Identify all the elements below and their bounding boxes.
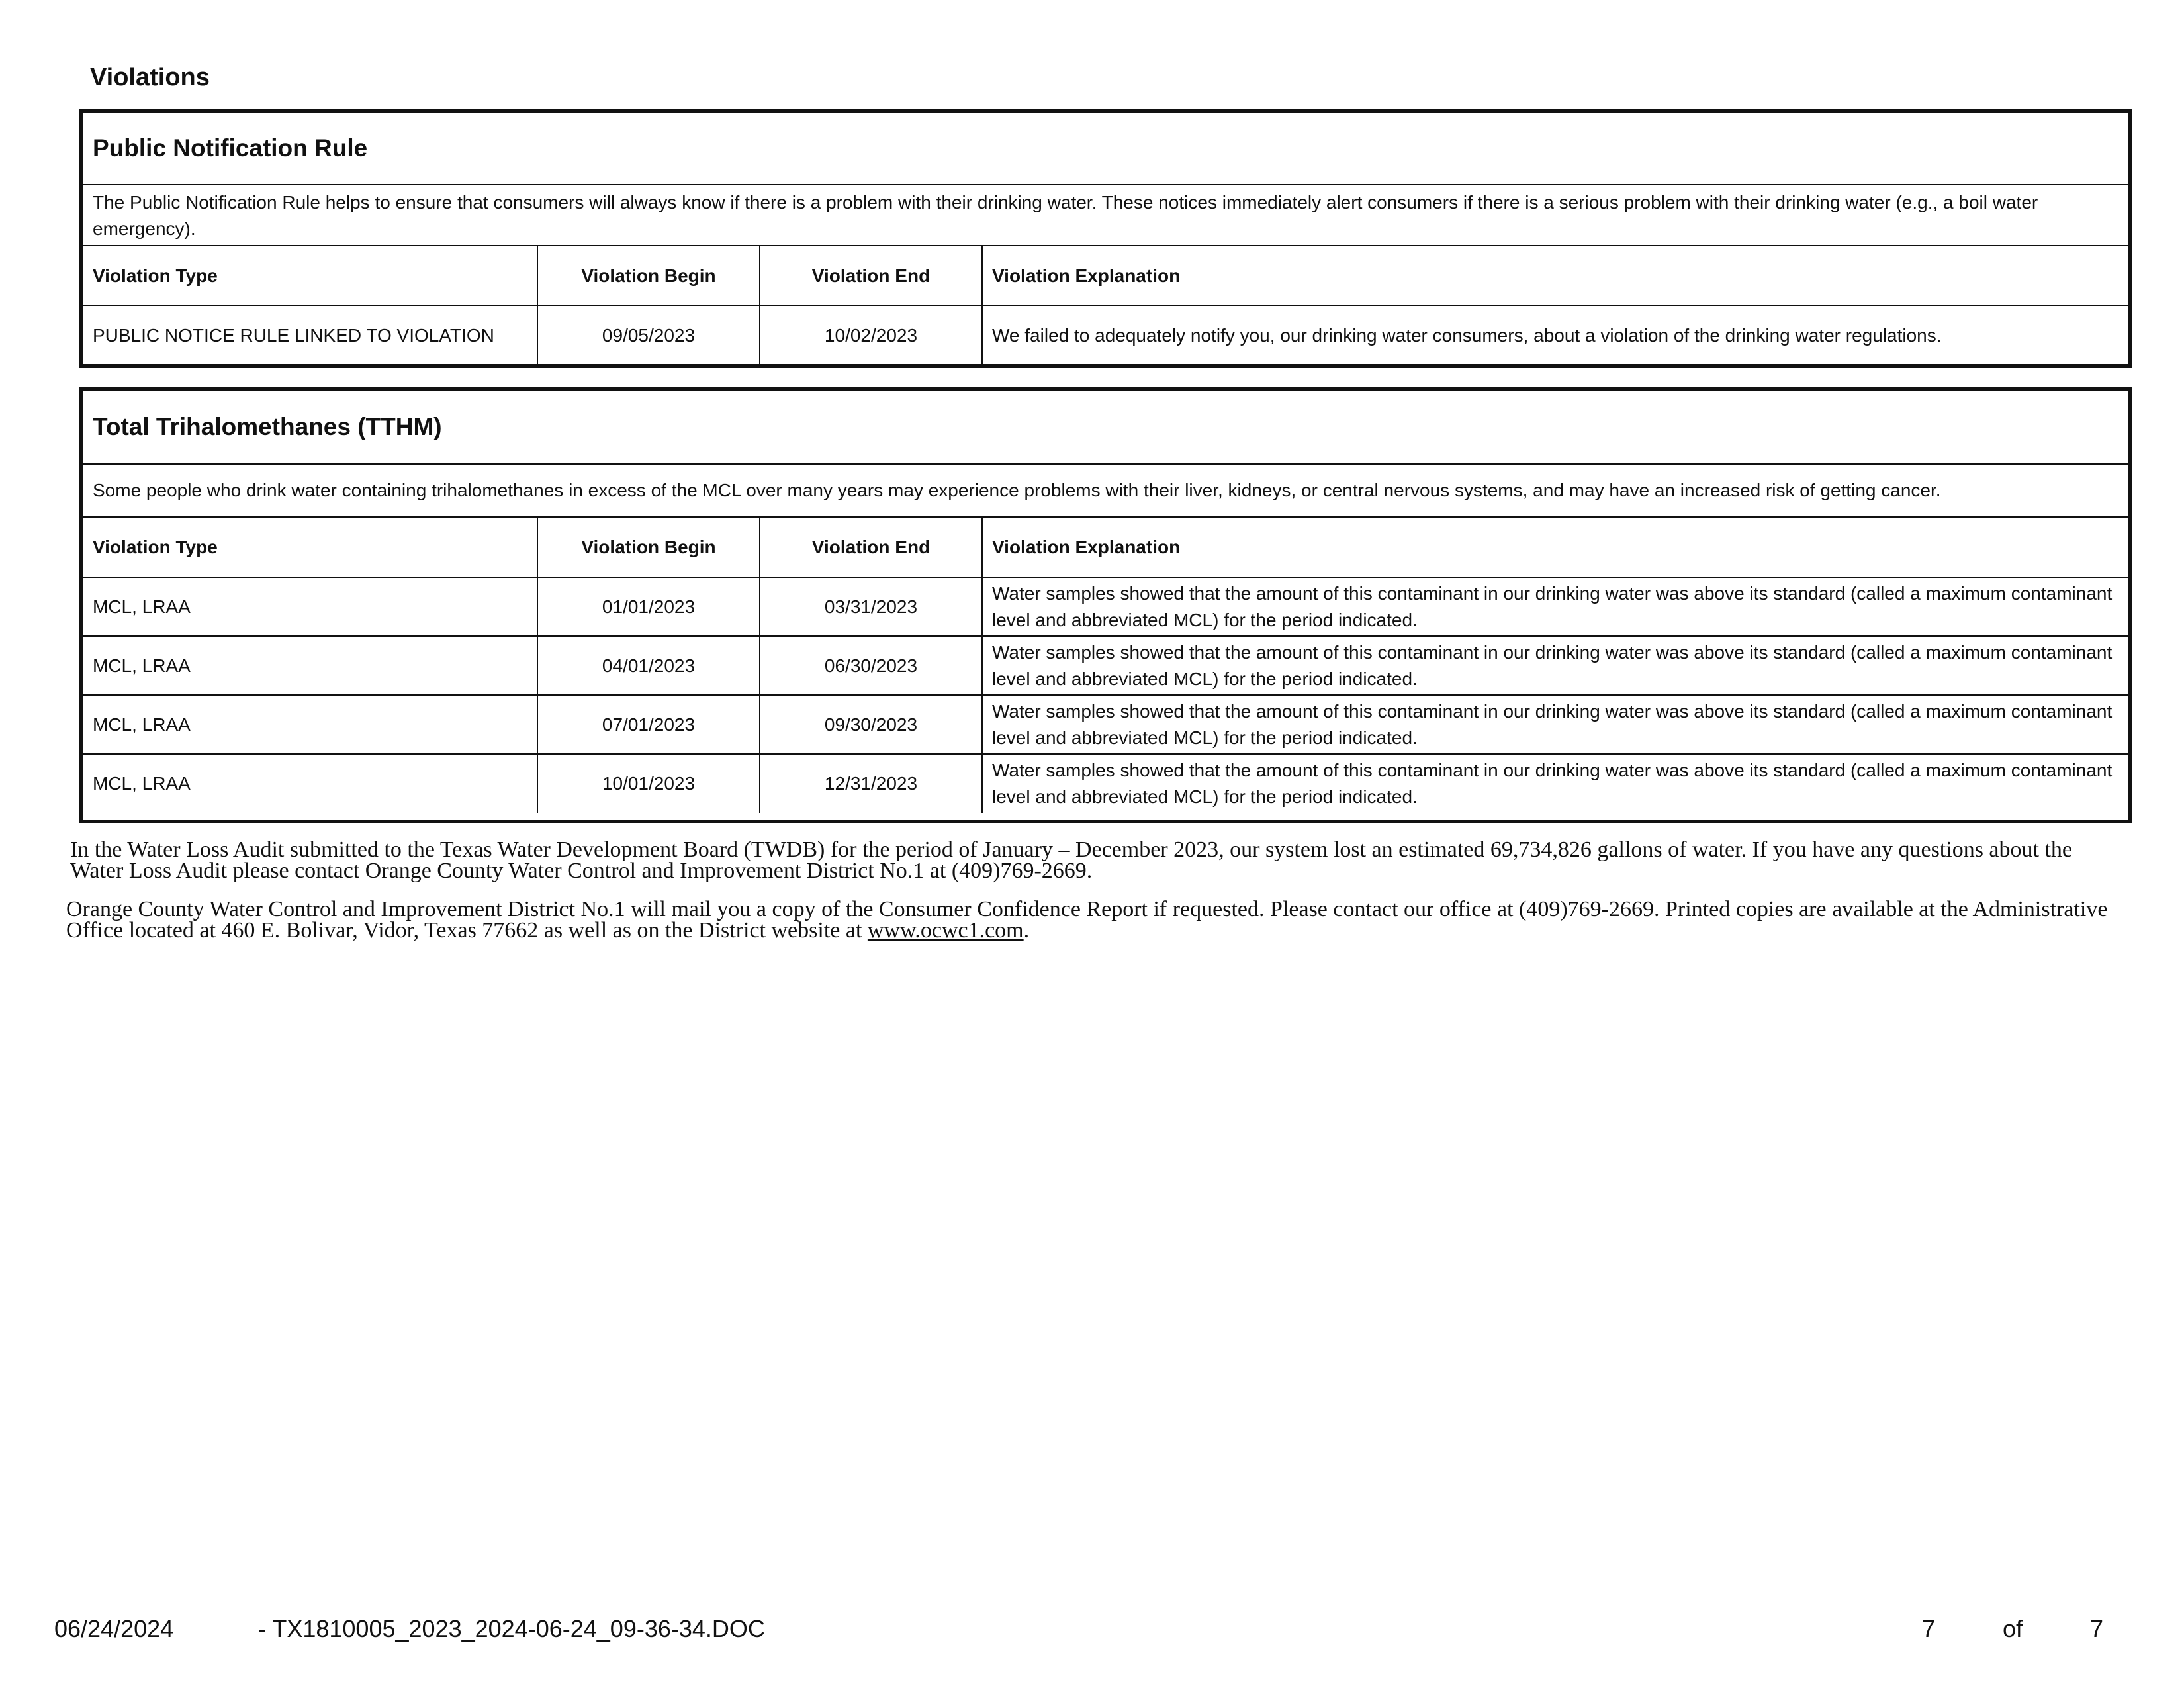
violation-type-cell: PUBLIC NOTICE RULE LINKED TO VIOLATION — [83, 306, 537, 364]
violation-type-cell: MCL, LRAA — [83, 695, 537, 754]
violation-explanation-cell: Water samples showed that the amount of this contaminant in our drinking water was above its standard (called a maximum contaminant level and abbreviated MCL) for the period indicated. — [992, 760, 2113, 807]
header-violation-begin: Violation Begin — [537, 246, 760, 306]
header-violation-end: Violation End — [760, 246, 982, 306]
header-violation-explanation: Violation Explanation — [982, 246, 2128, 306]
violation-end-cell: 10/02/2023 — [760, 306, 982, 364]
violation-type-cell: MCL, LRAA — [83, 577, 537, 636]
header-violation-explanation: Violation Explanation — [982, 518, 2128, 577]
violation-explanation-cell: Water samples showed that the amount of this contaminant in our drinking water was above its standard (called a maximum contaminant level and abbreviated MCL) for the period indicated. — [982, 636, 2128, 695]
header-violation-type: Violation Type — [83, 246, 537, 306]
table-row — [83, 636, 2128, 695]
table-row — [83, 754, 2128, 813]
header-violation-begin: Violation Begin — [537, 518, 760, 577]
violation-end-cell: 06/30/2023 — [760, 636, 982, 695]
violation-begin-cell: 01/01/2023 — [537, 577, 760, 636]
header-violation-end: Violation End — [760, 518, 982, 577]
section-description: Some people who drink water containing trihalomethanes in excess of the MCL over many years may experience problems with their liver, kidneys, or central nervous systems, and may have an increased risk of getting cancer. — [83, 465, 2128, 518]
table-row — [83, 695, 2128, 754]
water-loss-paragraph: In the Water Loss Audit submitted to the Texas Water Development Board (TWDB) for the period of January – December 2023, our system lost an estimated 69,734,826 gallons of water. If you have any questions about the Water Loss Audit please contact Orange County Water Control and Improvement District No.1 at (409)769-2669. — [70, 837, 2073, 883]
footer-date: 06/24/2024 — [54, 1615, 174, 1642]
header-violation-type: Violation Type — [83, 518, 537, 577]
table-row — [83, 306, 2128, 364]
violation-end-cell: 03/31/2023 — [760, 577, 982, 636]
section-description: The Public Notification Rule helps to ensure that consumers will always know if there is a problem with their drinking water. These notices immediately alert consumers if there is a serious problem with their drinking water (e.g., a boil water emergency). — [83, 185, 2128, 246]
website-link[interactable]: www.ocwc1.com — [867, 918, 1024, 943]
page-title: Violations — [90, 64, 210, 91]
section-title: Public Notification Rule — [83, 113, 2128, 185]
contact-text: Orange County Water Control and Improvement District No.1 will mail you a copy of the Consumer Confidence Report if requested. Please contact our office at (409)769-2669. Printed copies are available at the Administrative Office located at 460 E. Bolivar, Vidor, Texas 77662 as well as on the District website at — [66, 897, 2108, 943]
violation-begin-cell: 10/01/2023 — [537, 754, 760, 813]
table-header-row — [83, 246, 2128, 306]
violation-end-cell: 09/30/2023 — [760, 695, 982, 754]
table-row — [83, 577, 2128, 636]
public-notification-rule-section — [79, 109, 2132, 368]
footer-of: of — [2003, 1615, 2023, 1642]
footer-page-number: 7 — [1922, 1615, 1936, 1642]
section-title: Total Trihalomethanes (TTHM) — [83, 391, 2128, 465]
tthm-section — [79, 387, 2132, 823]
violations-table — [83, 518, 2128, 813]
contact-paragraph — [66, 899, 2111, 941]
table-header-row — [83, 518, 2128, 577]
violation-explanation-cell: Water samples showed that the amount of this contaminant in our drinking water was above its standard (called a maximum contaminant level and abbreviated MCL) for the period indicated. — [982, 695, 2128, 754]
violation-begin-cell: 04/01/2023 — [537, 636, 760, 695]
violation-begin-cell: 09/05/2023 — [537, 306, 760, 364]
violation-explanation-cell: Water samples showed that the amount of this contaminant in our drinking water was above its standard (called a maximum contaminant level and abbreviated MCL) for the period indicated. — [982, 577, 2128, 636]
period: . — [1023, 918, 1030, 943]
violation-explanation-cell: We failed to adequately notify you, our drinking water consumers, about a violation of the drinking water regulations. — [992, 324, 1942, 346]
violation-begin-cell: 07/01/2023 — [537, 695, 760, 754]
violations-table — [83, 246, 2128, 364]
violation-end-cell: 12/31/2023 — [760, 754, 982, 813]
violation-type-cell: MCL, LRAA — [83, 754, 537, 813]
footer-document-name: - TX1810005_2023_2024-06-24_09-36-34.DOC — [258, 1615, 765, 1642]
violation-type-cell: MCL, LRAA — [83, 636, 537, 695]
footer-page-total: 7 — [2090, 1615, 2104, 1642]
